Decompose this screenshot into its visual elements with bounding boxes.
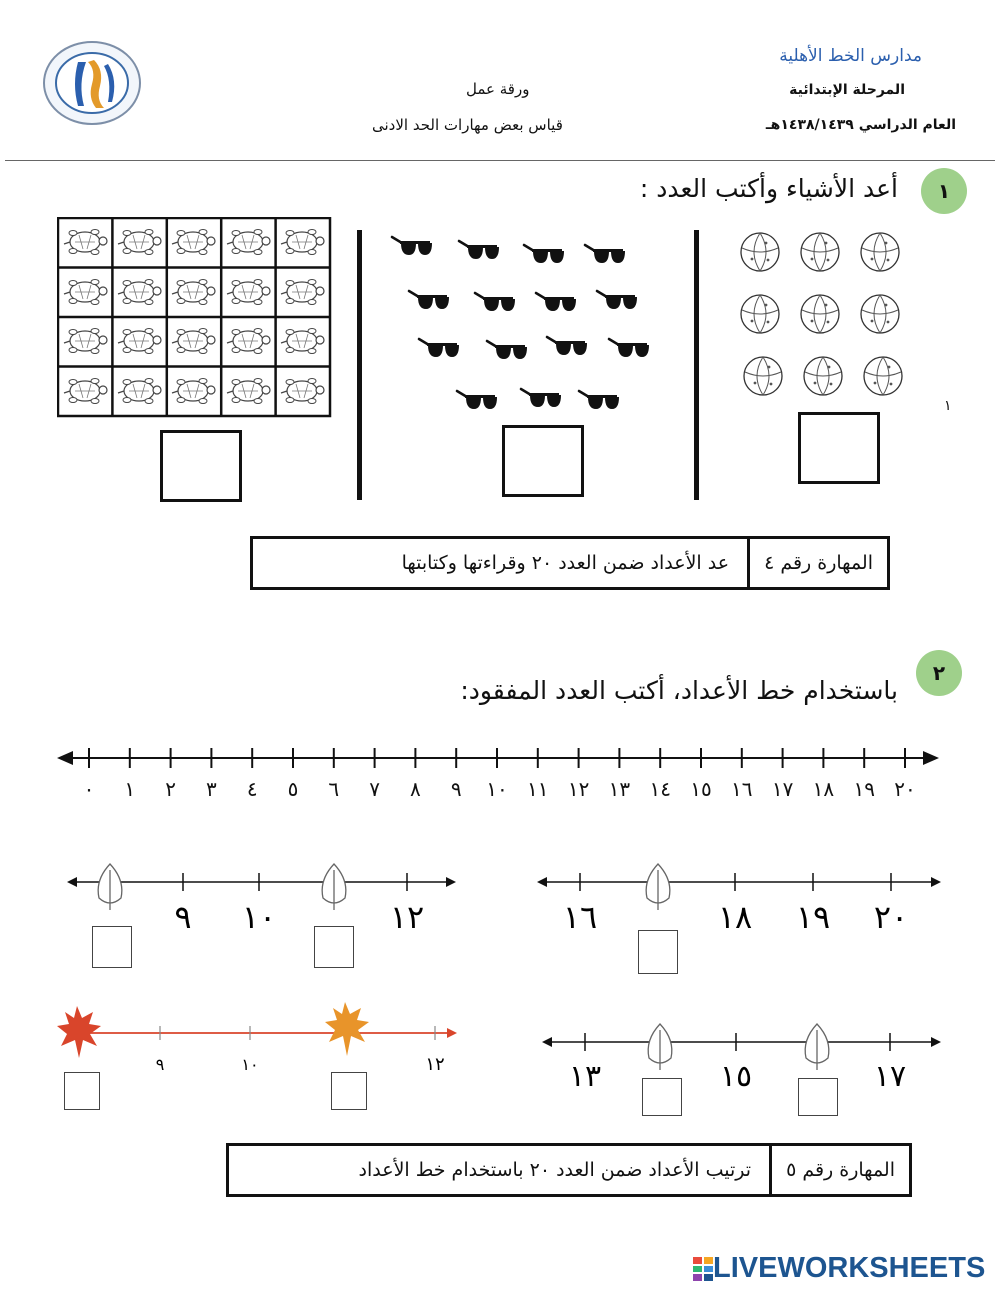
turtle-grid: [57, 217, 333, 423]
question-1-number: ١: [921, 168, 967, 214]
sheet-subtitle: قياس بعض مهارات الحد الادنى: [372, 116, 563, 134]
answer-box-balls[interactable]: [798, 412, 880, 484]
balls-group: [735, 228, 905, 402]
group-divider: [694, 230, 699, 500]
main-line-label: ١١: [527, 777, 549, 801]
maple-leaf-red-icon: [57, 1006, 101, 1058]
number-line-c: [540, 1020, 945, 1104]
leaf-icon: [322, 864, 346, 910]
answer-box-line-c-2[interactable]: [798, 1078, 838, 1116]
leaf-icon: [98, 864, 122, 910]
skill-4-desc: عد الأعداد ضمن العدد ٢٠ وقراءتها وكتابتها: [401, 552, 730, 574]
main-line-label: ٧: [369, 777, 380, 801]
school-logo: [42, 40, 142, 126]
main-line-label: ٩: [450, 777, 462, 801]
answer-box-line-d-1[interactable]: [64, 1072, 100, 1110]
line-a-label: ١٨: [717, 898, 753, 936]
main-line-label: ١٦: [731, 777, 753, 801]
main-line-label: ٥: [287, 777, 299, 801]
header-divider: [5, 160, 995, 161]
skill-4-label: المهارة رقم ٤: [747, 539, 887, 587]
maple-leaf-orange-icon: [325, 1002, 369, 1056]
main-line-label: ١٠: [486, 777, 508, 801]
skill-4-box: [250, 536, 890, 590]
liveworksheets-text: LIVEWORKSHEETS: [713, 1252, 986, 1284]
line-b-label: ١٠: [241, 898, 277, 936]
sunglasses-group: [385, 225, 675, 424]
answer-box-line-d-2[interactable]: [331, 1072, 367, 1110]
question-1-text: أعد الأشياء وأكتب العدد :: [639, 174, 898, 203]
leaf-icon: [646, 864, 670, 910]
number-line-a: [535, 862, 945, 946]
liveworksheets-logo-icon: [693, 1257, 713, 1281]
main-line-label: ٣: [206, 777, 217, 801]
main-line-label: ٠: [83, 777, 95, 801]
answer-box-line-b-1[interactable]: [92, 926, 132, 968]
main-line-label: ٨: [410, 777, 421, 801]
answer-box-line-a[interactable]: [638, 930, 678, 974]
line-d-label: ٩: [155, 1055, 165, 1074]
number-line-d: [55, 1000, 460, 1084]
answer-box-sunglasses[interactable]: [502, 425, 584, 497]
line-b-label: ٩: [174, 898, 192, 936]
school-name: مدارس الخط الأهلية: [779, 46, 922, 66]
main-line-label: ١: [124, 777, 136, 801]
line-b-label: ١٢: [389, 898, 425, 936]
line-c-label: ١٥: [719, 1059, 753, 1094]
main-line-label: ١٧: [771, 777, 794, 801]
question-2-number: ٢: [916, 650, 962, 696]
main-line-label: ١٨: [812, 777, 835, 801]
school-year: العام الدراسي ١٤٣٨/١٤٣٩هـ: [765, 117, 956, 133]
main-line-label: ١٤: [649, 777, 671, 801]
answer-box-line-b-2[interactable]: [314, 926, 354, 968]
answer-box-line-c-1[interactable]: [642, 1078, 682, 1116]
line-c-label: ١٣: [568, 1059, 602, 1094]
main-line-label: ١٢: [567, 777, 590, 801]
liveworksheets-brand: [693, 1252, 985, 1285]
main-line-label: ١٥: [690, 777, 712, 801]
side-mark: ١: [944, 398, 952, 414]
skill-5-box: [226, 1143, 912, 1197]
skill-5-desc: ترتيب الأعداد ضمن العدد ٢٠ باستخدام خط الأعداد: [358, 1159, 752, 1181]
main-line-label: ٢٠: [894, 777, 916, 801]
answer-box-turtles[interactable]: [160, 430, 242, 502]
main-number-line: [55, 740, 945, 814]
main-line-label: ١٣: [608, 777, 631, 801]
group-divider: [357, 230, 362, 500]
school-stage: المرحلة الإبتدائية: [789, 82, 905, 98]
main-line-label: ٢: [165, 777, 176, 801]
skill-5-label: المهارة رقم ٥: [769, 1146, 909, 1194]
line-a-label: ٢٠: [873, 898, 909, 936]
main-line-label: ٤: [246, 777, 258, 801]
sheet-title: ورقة عمل: [466, 80, 530, 98]
line-d-label: ١٠: [241, 1055, 259, 1074]
main-line-label: ١٩: [853, 777, 875, 801]
line-d-label: ١٢: [425, 1054, 445, 1075]
line-a-label: ١٩: [795, 898, 831, 936]
line-a-label: ١٦: [562, 898, 598, 936]
leaf-icon: [648, 1024, 672, 1070]
main-line-label: ٦: [328, 777, 340, 801]
line-c-label: ١٧: [873, 1059, 907, 1094]
question-2-text: باستخدام خط الأعداد، أكتب العدد المفقود:: [460, 676, 898, 705]
leaf-icon: [805, 1024, 829, 1070]
